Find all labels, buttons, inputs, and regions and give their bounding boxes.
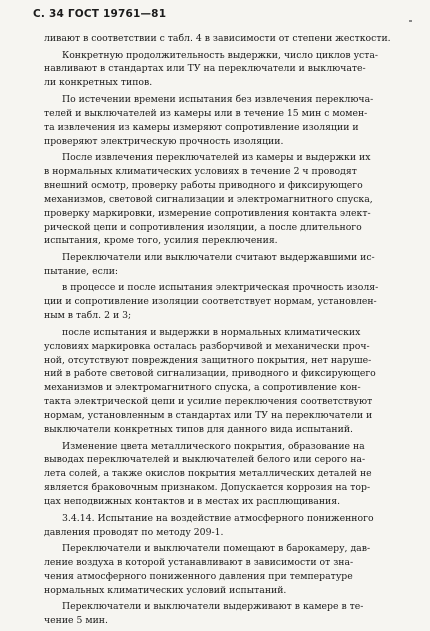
text-line: 3.4.14. Испытание на воздействие атмосферного пониженного bbox=[62, 512, 374, 524]
text-line: Переключатели и выключатели помещают в барокамеру, дав- bbox=[62, 543, 371, 555]
text-line: навливают в стандартах или ТУ на переключатели и выключате- bbox=[44, 63, 366, 75]
paragraph bbox=[44, 600, 396, 628]
text-line: в нормальных климатических условиях в течение 2 ч проводят bbox=[44, 165, 357, 177]
text-line: проверку маркировки, измерение сопротивления контакта элект- bbox=[44, 207, 371, 219]
text-line: условиях маркировка осталась разборчивой и механически проч- bbox=[44, 340, 370, 352]
text-line: после испытания и выдержки в нормальных климатических bbox=[62, 326, 361, 338]
text-line: испытания, кроме того, усилия переключения. bbox=[44, 235, 278, 247]
scan-mark bbox=[409, 20, 412, 22]
text-line: проверяют электрическую прочность изоляции. bbox=[44, 135, 284, 147]
text-line: чения атмосферного пониженного давления при температуре bbox=[44, 570, 353, 582]
paragraph bbox=[44, 440, 396, 510]
text-line: По истечении времени испытания без извлечения переключа- bbox=[62, 93, 374, 105]
text-line: телей и выключателей из камеры или в течение 15 мин с момен- bbox=[44, 107, 368, 119]
text-line: Переключатели или выключатели считают выдержавшими ис- bbox=[62, 251, 375, 263]
document-body bbox=[44, 32, 396, 631]
text-line: является браковочным признаком. Допускается коррозия на тор- bbox=[44, 482, 371, 494]
text-line: выключатели конкретных типов для данного вида испытаний. bbox=[44, 424, 353, 436]
paragraph bbox=[44, 281, 396, 323]
text-line: ции и сопротивление изоляции соответствует нормам, установлен- bbox=[44, 296, 377, 308]
text-line: лета солей, а также окислов покрытия металлических деталей не bbox=[44, 468, 372, 480]
paragraph bbox=[44, 251, 396, 279]
text-line: ным в табл. 2 и 3; bbox=[44, 310, 132, 322]
text-line: ной, отсутствуют повреждения защитного покрытия, нет наруше- bbox=[44, 354, 372, 366]
text-line: ний в работе световой сигнализации, приводного и фиксирующего bbox=[44, 368, 376, 380]
text-line: внешний осмотр, проверку работы приводного и фиксирующего bbox=[44, 179, 363, 191]
text-line: нормальных климатических условий испытаний. bbox=[44, 584, 287, 596]
page-header: С. 34 ГОСТ 19761—81 bbox=[33, 8, 167, 20]
text-line: механизмов, световой сигнализации и электромагнитного спуска, bbox=[44, 193, 373, 205]
text-line: Конкретную продолжительность выдержки, число циклов уста- bbox=[62, 49, 379, 61]
paragraph bbox=[44, 151, 396, 248]
paragraph bbox=[44, 32, 396, 46]
text-line: механизмов и электромагнитного спуска, а сопротивление кон- bbox=[44, 382, 361, 394]
text-line: пытание, если: bbox=[44, 265, 119, 277]
text-line: После извлечения переключателей из камеры и выдержки их bbox=[62, 152, 371, 164]
text-line: цах неподвижных контактов и в местах их расплющивания. bbox=[44, 496, 341, 508]
text-line: давления проводят по методу 209-1. bbox=[44, 526, 224, 538]
text-line: та извлечения из камеры измеряют сопротивление изоляции и bbox=[44, 121, 359, 133]
text-line: нормам, установленным в стандартах или ТУ на переключатели и bbox=[44, 410, 373, 422]
text-line: рической цепи и сопротивления изоляции, а после длительного bbox=[44, 221, 362, 233]
text-line: Переключатели и выключатели выдерживают в камере в те- bbox=[62, 601, 364, 613]
text-line: выводах переключателей и выключателей белого или серого на- bbox=[44, 454, 366, 466]
paragraph bbox=[44, 93, 396, 149]
paragraph bbox=[44, 512, 396, 540]
text-line: ление воздуха в которой устанавливают в зависимости от зна- bbox=[44, 556, 354, 568]
paragraph bbox=[44, 542, 396, 598]
text-line: ливают в соответствии с табл. 4 в зависимости от степени жесткости. bbox=[44, 33, 391, 44]
text-line: в процессе и после испытания электрическая прочность изоля- bbox=[62, 282, 379, 294]
text-line: такта электрической цепи и усилие переключения соответствуют bbox=[44, 396, 373, 408]
paragraph bbox=[44, 49, 396, 91]
text-line: ли конкретных типов. bbox=[44, 77, 153, 89]
text-line: Изменение цвета металлического покрытия, образование на bbox=[62, 440, 365, 452]
text-line: чение 5 мин. bbox=[44, 615, 108, 627]
paragraph bbox=[44, 326, 396, 437]
